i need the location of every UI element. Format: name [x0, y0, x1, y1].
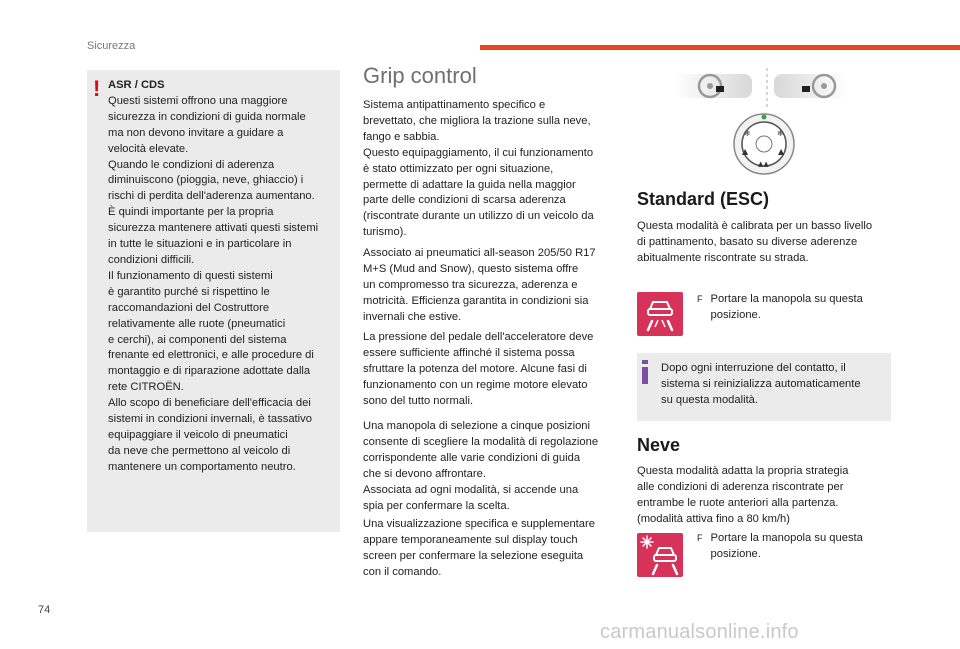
grip-paragraph-5: Una visualizzazione specifica e supplementare appare temporaneamente sul display touch screen per confermare la selezione eseguita con il comando.	[363, 518, 595, 578]
grip-paragraph-2: Associato ai pneumatici all-season 205/50 R17 M+S (Mud and Snow), questo sistema offre un compromesso tra sicurezza, aderenza e motricità. Efficienza garantita in condizioni sia invernali che estive.	[363, 247, 596, 323]
grip-control-knob-illustration	[672, 66, 852, 176]
svg-text:❄: ❄	[777, 129, 784, 138]
warning-text	[108, 78, 336, 476]
section-accent-bar	[480, 45, 960, 50]
snow-road-icon	[637, 533, 683, 577]
info-icon	[641, 360, 649, 384]
grip-paragraph-1: Sistema antipattinamento specifico e brevettato, che migliora la trazione sulla neve, fango e sabbia. Questo equipaggiamento, il cui funzionamento è stato ottimizzato per ogni situazione, permette di adattare la guida nella maggior parte delle condizioni di scarsa aderenza (riscontrate durante un utilizzo di un veicolo da turismo).	[363, 99, 594, 239]
esc-road-icon	[637, 292, 683, 336]
bullet-marker: F	[697, 533, 703, 543]
neve-bullet-text: Portare la manopola su questa posizione.	[710, 532, 863, 560]
grip-control-title: Grip control	[363, 63, 477, 88]
warning-body: Questi sistemi offrono una maggiore sicurezza in condizioni di guida normale ma non devono invitare a guidare a velocità elevate. Quando le condizioni di aderenza diminuiscono (pioggia, neve, ghiaccio) i rischi di perdita dell'aderenza aumentano. È quindi importante per la propria sicurezza mantenere attivati questi sistemi in tutte le situazioni e in particolare in condizioni difficili. Il funzionamento di questi sistemi è garantito purché si rispettino le raccomandazioni del Costruttore relativamente alle ruote (pneumatici e cerchi), ai componenti del sistema frenante ed elettronici, e alle procedure di montaggio e di riparazione adottate dalla rete CITROËN. Allo scopo di beneficiare dell'efficacia dei sistemi in condizioni invernali, è tassativo equipaggiare il veicolo di pneumatici da neve che permettono al veicolo di mantenere un comportamento neutro.	[108, 94, 319, 473]
exclamation-icon: !	[93, 76, 101, 101]
page-number: 74	[38, 604, 51, 616]
standard-esc-body: Questa modalità è calibrata per un basso livello di pattinamento, basato su diverse aderenze abitualmente riscontrate su strada.	[637, 220, 873, 264]
bullet-marker: F	[697, 294, 703, 304]
svg-text:▲: ▲	[742, 147, 749, 156]
svg-text:❄: ❄	[744, 129, 751, 138]
watermark: carmanualsonline.info	[600, 621, 799, 643]
grip-paragraph-3: La pressione del pedale dell'acceleratore deve essere sufficiente affinché il sistema possa sfruttare la potenza del motore. Alcune fasi di funzionamento con un regime motore elevato sono del tutto normali.	[363, 331, 594, 407]
warning-title: ASR / CDS	[108, 79, 165, 91]
neve-body: Questa modalità adatta la propria strategia alle condizioni di aderenza riscontrate per entrambe le ruote anteriori alla partenza. (modalità attiva fino a 80 km/h)	[637, 465, 849, 525]
standard-bullet-text: Portare la manopola su questa posizione.	[710, 293, 863, 321]
section-label: Sicurezza	[87, 40, 136, 52]
svg-text:▲▲: ▲▲	[758, 160, 769, 168]
svg-text:▲: ▲	[778, 147, 785, 156]
standard-esc-title: Standard (ESC)	[637, 189, 770, 209]
standard-bullet	[697, 292, 887, 324]
info-text: Dopo ogni interruzione del contatto, il sistema si reinizializza automaticamente su questa modalità.	[661, 362, 861, 406]
neve-title: Neve	[637, 435, 681, 455]
neve-bullet	[697, 531, 887, 563]
grip-paragraph-4: Una manopola di selezione a cinque posizioni consente di scegliere la modalità di regolazione corrispondente alle varie condizioni di guida che si devono affrontare. Associata ad ogni modalità, si accende una spia per confermare la scelta.	[363, 420, 599, 512]
